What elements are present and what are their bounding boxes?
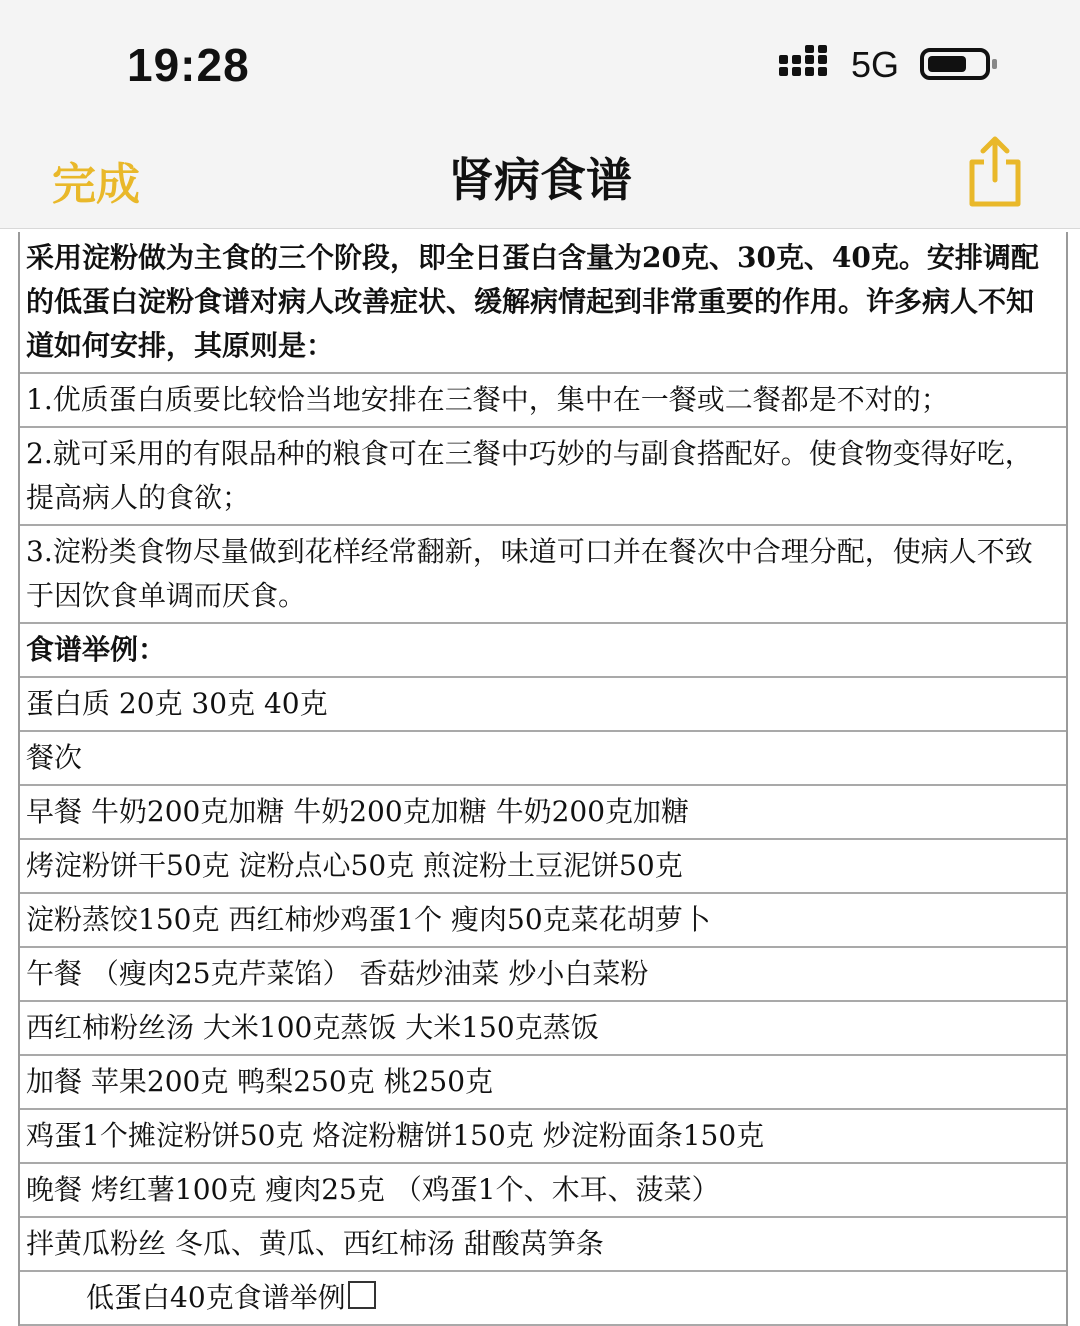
rule-2: 2.就可采用的有限品种的粮食可在三餐中巧妙的与副食搭配好。使食物变得好吃，提高病人的食欲； [20,428,1066,526]
share-icon[interactable] [964,134,1026,210]
intro-paragraph: 采用淀粉做为主食的三个阶段，即全日蛋白含量为20克、30克、40克。安排调配的低蛋白淀粉食谱对病人改善症状、缓解病情起到非常重要的作用。许多病人不知道如何安排，其原则是： [20,232,1066,374]
status-bar [0,0,1080,118]
table-row: 烤淀粉饼干50克 淀粉点心50克 煎淀粉土豆泥饼50克 [20,840,1066,894]
table-row: 早餐 牛奶200克加糖 牛奶200克加糖 牛奶200克加糖 [20,786,1066,840]
table-row: 餐次 [20,732,1066,786]
network-type: 5G [851,44,900,85]
status-time: 19:28 [127,39,250,91]
checkbox-icon [348,1281,376,1309]
table-row: 午餐 （瘦肉25克芹菜馅） 香菇炒油菜 炒小白菜粉 [20,948,1066,1002]
page-title: 肾病食谱 [448,153,632,207]
rule-1: 1.优质蛋白质要比较恰当地安排在三餐中，集中在一餐或二餐都是不对的； [20,374,1066,428]
done-button[interactable]: 完成 [52,159,140,210]
document-table [18,232,1068,1326]
table-row: 淀粉蒸饺150克 西红柿炒鸡蛋1个 瘦肉50克菜花胡萝卜 [20,894,1066,948]
table-row: 蛋白质 20克 30克 40克 [20,678,1066,732]
cellular-signal-icon [779,45,835,81]
table-row: 西红柿粉丝汤 大米100克蒸饭 大米150克蒸饭 [20,1002,1066,1056]
footer-line: 低蛋白40克食谱举例 [86,1281,346,1314]
table-row: 鸡蛋1个摊淀粉饼50克 烙淀粉糖饼150克 炒淀粉面条150克 [20,1110,1066,1164]
footer-row [20,1272,1066,1326]
table-row: 加餐 苹果200克 鸭梨250克 桃250克 [20,1056,1066,1110]
example-heading: 食谱举例： [20,624,1066,678]
rule-3: 3.淀粉类食物尽量做到花样经常翻新，味道可口并在餐次中合理分配，使病人不致于因饮食单调而厌食。 [20,526,1066,624]
battery-icon [920,47,1000,81]
table-row: 拌黄瓜粉丝 冬瓜、黄瓜、西红柿汤 甜酸莴笋条 [20,1218,1066,1272]
nav-bar [0,118,1080,229]
table-row: 晚餐 烤红薯100克 瘦肉25克 （鸡蛋1个、木耳、菠菜） [20,1164,1066,1218]
